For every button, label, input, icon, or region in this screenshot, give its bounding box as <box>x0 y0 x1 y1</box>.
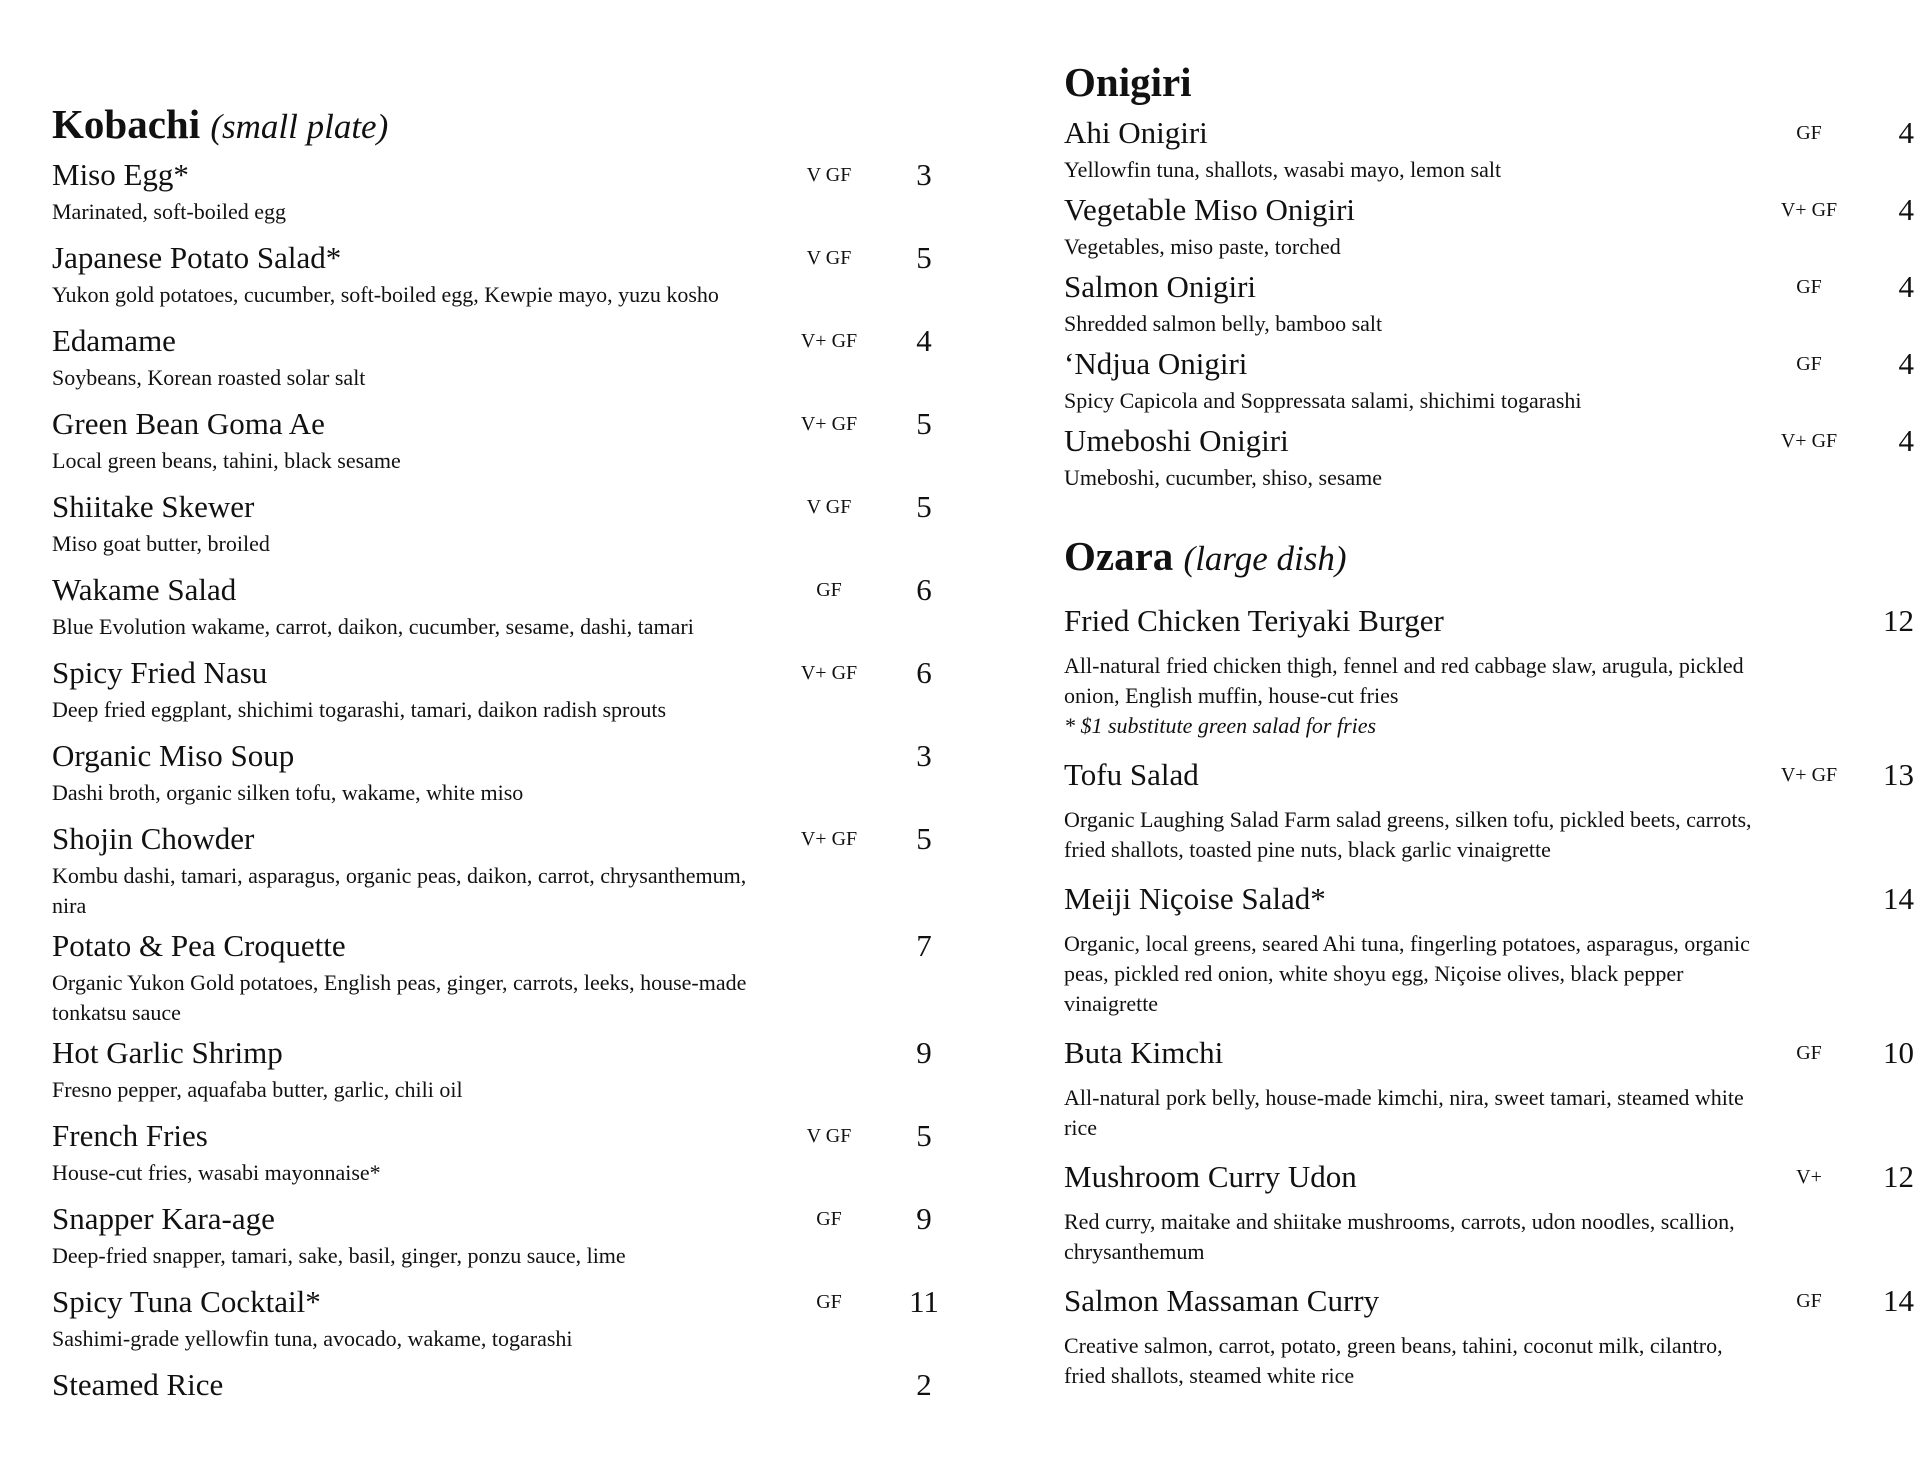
item-description-text: Spicy Capicola and Soppressata salami, shichimi togarashi <box>1064 388 1582 413</box>
item-name: Fried Chicken Teriyaki Burger <box>1064 603 1444 638</box>
item-description-text: Organic Yukon Gold potatoes, English peas, ginger, carrots, leeks, house-made tonkatsu sauce <box>52 970 747 1025</box>
item-note: * $1 substitute green salad for fries <box>1064 713 1377 738</box>
item-price: 5 <box>916 240 932 275</box>
menu-item-header <box>1064 753 1914 797</box>
left-column <box>52 101 939 1446</box>
item-name: Potato & Pea Croquette <box>52 928 346 963</box>
item-name: Shiitake Skewer <box>52 489 255 524</box>
menu-item-header <box>52 1280 939 1324</box>
item-price: 9 <box>916 1201 932 1236</box>
item-price: 4 <box>916 323 932 358</box>
menu-item-header <box>52 651 932 695</box>
item-description <box>1064 797 1764 877</box>
menu-item <box>1064 188 1914 265</box>
item-price: 4 <box>1898 346 1914 381</box>
item-description-text: Miso goat butter, broiled <box>52 531 270 556</box>
item-description-text: Blue Evolution wakame, carrot, daikon, cucumber, sesame, dashi, tamari <box>52 614 694 639</box>
menu-item <box>1064 753 1914 877</box>
menu-item <box>52 817 932 924</box>
item-description <box>52 197 752 230</box>
item-name: Umeboshi Onigiri <box>1064 423 1289 458</box>
item-name: French Fries <box>52 1118 208 1153</box>
section-title-ozara <box>1064 533 1874 579</box>
item-description-text: Fresno pepper, aquafaba butter, garlic, chili oil <box>52 1077 463 1102</box>
item-description <box>1064 232 1764 265</box>
item-description <box>1064 921 1764 1031</box>
item-price: 12 <box>1883 1159 1914 1194</box>
item-name: Organic Miso Soup <box>52 738 295 773</box>
menu-item-header <box>1064 1155 1914 1199</box>
kobachi-list <box>52 153 939 1446</box>
menu-item <box>1064 342 1914 419</box>
menu-item <box>52 319 932 402</box>
menu-item <box>1064 599 1914 753</box>
item-dietary-tags: GF <box>1796 122 1822 144</box>
menu-item-header <box>1064 877 1914 921</box>
menu-item <box>1064 1031 1914 1155</box>
menu-item-header <box>1064 419 1914 463</box>
item-price: 2 <box>916 1367 932 1402</box>
item-name: Tofu Salad <box>1064 757 1199 792</box>
item-description <box>1064 1075 1764 1155</box>
item-description <box>1064 643 1764 753</box>
section-title-text: Onigiri <box>1064 59 1192 105</box>
menu-item <box>52 402 932 485</box>
right-column <box>1064 59 1914 1403</box>
menu-item-header <box>52 734 932 778</box>
item-description-text: Kombu dashi, tamari, asparagus, organic peas, daikon, carrot, chrysanthemum, nira <box>52 863 747 918</box>
item-name: ‘Ndjua Onigiri <box>1064 346 1248 381</box>
item-dietary-tags: V+ GF <box>800 413 858 435</box>
item-description-text: Soybeans, Korean roasted solar salt <box>52 365 366 390</box>
item-dietary-tags: V+ GF <box>800 662 858 684</box>
menu-item <box>52 1114 932 1197</box>
item-dietary-tags: GF <box>816 579 842 601</box>
item-dietary-tags: V+ GF <box>800 828 858 850</box>
item-price: 5 <box>916 821 932 856</box>
item-name: Buta Kimchi <box>1064 1035 1224 1070</box>
item-description-text: Deep-fried snapper, tamari, sake, basil, ginger, ponzu sauce, lime <box>52 1243 626 1268</box>
item-dietary-tags: V GF <box>806 1125 852 1147</box>
menu-item-header <box>52 319 932 363</box>
item-name: Japanese Potato Salad* <box>52 240 342 275</box>
item-description <box>52 529 752 562</box>
item-description <box>52 612 752 645</box>
menu-item-header <box>52 236 932 280</box>
item-description <box>1064 1323 1764 1403</box>
item-description-text: Sashimi-grade yellowfin tuna, avocado, wakame, togarashi <box>52 1326 573 1351</box>
item-dietary-tags: V+ GF <box>1780 764 1838 786</box>
item-dietary-tags: GF <box>816 1208 842 1230</box>
item-price: 10 <box>1883 1035 1914 1070</box>
section-title-onigiri <box>1064 59 1874 105</box>
item-description-text: Vegetables, miso paste, torched <box>1064 234 1341 259</box>
menu-item-header <box>1064 265 1914 309</box>
item-dietary-tags: V+ GF <box>1780 199 1838 221</box>
item-name: Salmon Massaman Curry <box>1064 1283 1380 1318</box>
item-description <box>52 1158 752 1191</box>
item-description-text: All-natural pork belly, house-made kimchi, nira, sweet tamari, steamed white rice <box>1064 1085 1744 1140</box>
item-description-text: Creative salmon, carrot, potato, green beans, tahini, coconut milk, cilantro, fried shallots, steamed white rice <box>1064 1333 1723 1388</box>
item-description <box>52 1241 752 1274</box>
item-description <box>52 1324 752 1357</box>
section-title-text: Ozara <box>1064 533 1174 579</box>
item-description-text: Local green beans, tahini, black sesame <box>52 448 401 473</box>
item-description-text: Dashi broth, organic silken tofu, wakame, white miso <box>52 780 524 805</box>
item-dietary-tags: V+ <box>1796 1166 1822 1188</box>
item-dietary-tags: V GF <box>806 247 852 269</box>
item-description-text: All-natural fried chicken thigh, fennel and red cabbage slaw, arugula, pickled onion, English muffin, house-cut fries <box>1064 653 1744 708</box>
item-price: 6 <box>916 572 932 607</box>
menu-item <box>52 1363 932 1446</box>
item-description-text: Organic, local greens, seared Ahi tuna, fingerling potatoes, asparagus, organic peas, pickled red onion, white shoyu egg, Niçoise olives, black pepper vinaigrette <box>1064 931 1750 1016</box>
menu-item-header <box>52 1031 932 1075</box>
item-description <box>1064 309 1764 342</box>
menu-item-header <box>52 817 932 861</box>
item-description <box>1064 463 1764 496</box>
menu-item-header <box>52 402 932 446</box>
item-dietary-tags: V+ GF <box>800 330 858 352</box>
item-description-text: Yellowfin tuna, shallots, wasabi mayo, lemon salt <box>1064 157 1502 182</box>
section-subtitle: (small plate) <box>210 107 389 146</box>
menu-item <box>52 1280 939 1363</box>
item-name: Salmon Onigiri <box>1064 269 1257 304</box>
menu-item-header <box>52 1363 932 1407</box>
item-price: 9 <box>916 1035 932 1070</box>
item-name: Ahi Onigiri <box>1064 115 1208 150</box>
menu-item <box>52 924 932 1031</box>
item-price: 12 <box>1883 603 1914 638</box>
ozara-list <box>1064 599 1914 1403</box>
item-description <box>52 695 752 728</box>
menu-item <box>1064 419 1914 496</box>
item-description <box>52 446 752 479</box>
item-dietary-tags: V GF <box>806 164 852 186</box>
item-name: Snapper Kara-age <box>52 1201 275 1236</box>
item-description <box>52 1075 752 1108</box>
menu-item-header <box>1064 342 1914 386</box>
menu-item-header <box>1064 111 1914 155</box>
menu-item-header <box>52 924 932 968</box>
menu-item <box>52 485 932 568</box>
item-price: 4 <box>1898 115 1914 150</box>
menu-item-header <box>52 568 932 612</box>
menu-item <box>52 236 932 319</box>
item-description-text: House-cut fries, wasabi mayonnaise* <box>52 1160 381 1185</box>
item-description <box>1064 155 1764 188</box>
menu-item <box>1064 877 1914 1031</box>
item-dietary-tags: GF <box>1796 1290 1822 1312</box>
item-price: 4 <box>1898 269 1914 304</box>
item-dietary-tags: GF <box>1796 276 1822 298</box>
section-title-text: Kobachi <box>52 101 201 147</box>
item-description <box>52 861 752 924</box>
item-name: Mushroom Curry Udon <box>1064 1159 1357 1194</box>
menu-item-header <box>52 485 932 529</box>
item-name: Wakame Salad <box>52 572 237 607</box>
menu-item <box>1064 1279 1914 1403</box>
menu-item <box>52 651 932 734</box>
menu-item-header <box>1064 188 1914 232</box>
item-description <box>52 363 752 396</box>
onigiri-list <box>1064 111 1914 496</box>
item-price: 5 <box>916 489 932 524</box>
item-price: 6 <box>916 655 932 690</box>
item-name: Spicy Fried Nasu <box>52 655 268 690</box>
menu-item <box>52 734 932 817</box>
item-price: 4 <box>1898 423 1914 458</box>
item-name: Spicy Tuna Cocktail* <box>52 1284 321 1319</box>
item-description <box>52 280 752 313</box>
menu-item-header <box>1064 1031 1914 1075</box>
section-subtitle: (large dish) <box>1183 539 1347 578</box>
item-price: 7 <box>916 928 932 963</box>
item-description <box>1064 386 1764 419</box>
item-description-text: Marinated, soft-boiled egg <box>52 199 286 224</box>
section-title-kobachi <box>52 101 862 147</box>
item-name: Meiji Niçoise Salad* <box>1064 881 1326 916</box>
item-price: 4 <box>1898 192 1914 227</box>
item-description-text: Umeboshi, cucumber, shiso, sesame <box>1064 465 1383 490</box>
item-price: 11 <box>909 1284 939 1319</box>
menu-item-header <box>52 1114 932 1158</box>
menu-item <box>52 153 932 236</box>
item-description <box>52 778 752 811</box>
item-description <box>52 968 752 1031</box>
item-description-text: Yukon gold potatoes, cucumber, soft-boiled egg, Kewpie mayo, yuzu kosho <box>52 282 719 307</box>
item-description <box>1064 1199 1764 1279</box>
menu-item <box>52 568 932 651</box>
item-description-text: Red curry, maitake and shiitake mushrooms, carrots, udon noodles, scallion, chrysanthemum <box>1064 1209 1735 1264</box>
item-description-text: Deep fried eggplant, shichimi togarashi, tamari, daikon radish sprouts <box>52 697 667 722</box>
menu-item <box>52 1197 932 1280</box>
item-dietary-tags: GF <box>816 1291 842 1313</box>
item-dietary-tags: GF <box>1796 1042 1822 1064</box>
item-name: Edamame <box>52 323 176 358</box>
item-dietary-tags: GF <box>1796 353 1822 375</box>
menu-item-header <box>1064 599 1914 643</box>
menu-item-header <box>52 1197 932 1241</box>
menu-item-header <box>1064 1279 1914 1323</box>
item-name: Green Bean Goma Ae <box>52 406 325 441</box>
item-price: 5 <box>916 1118 932 1153</box>
menu-item <box>1064 265 1914 342</box>
item-description-text: Shredded salmon belly, bamboo salt <box>1064 311 1383 336</box>
menu-item <box>1064 111 1914 188</box>
item-price: 3 <box>916 738 932 773</box>
item-name: Steamed Rice <box>52 1367 224 1402</box>
item-name: Hot Garlic Shrimp <box>52 1035 283 1070</box>
item-name: Shojin Chowder <box>52 821 255 856</box>
item-dietary-tags: V GF <box>806 496 852 518</box>
item-price: 14 <box>1883 1283 1914 1318</box>
menu-item-header <box>52 153 932 197</box>
item-price: 13 <box>1883 757 1914 792</box>
item-price: 3 <box>916 157 932 192</box>
item-name: Vegetable Miso Onigiri <box>1064 192 1356 227</box>
item-name: Miso Egg* <box>52 157 189 192</box>
item-description-text: Organic Laughing Salad Farm salad greens, silken tofu, pickled beets, carrots, fried shallots, toasted pine nuts, black garlic vinaigrette <box>1064 807 1752 862</box>
menu-item <box>1064 1155 1914 1279</box>
item-price: 14 <box>1883 881 1914 916</box>
item-dietary-tags: V+ GF <box>1780 430 1838 452</box>
item-price: 5 <box>916 406 932 441</box>
menu-item <box>52 1031 932 1114</box>
